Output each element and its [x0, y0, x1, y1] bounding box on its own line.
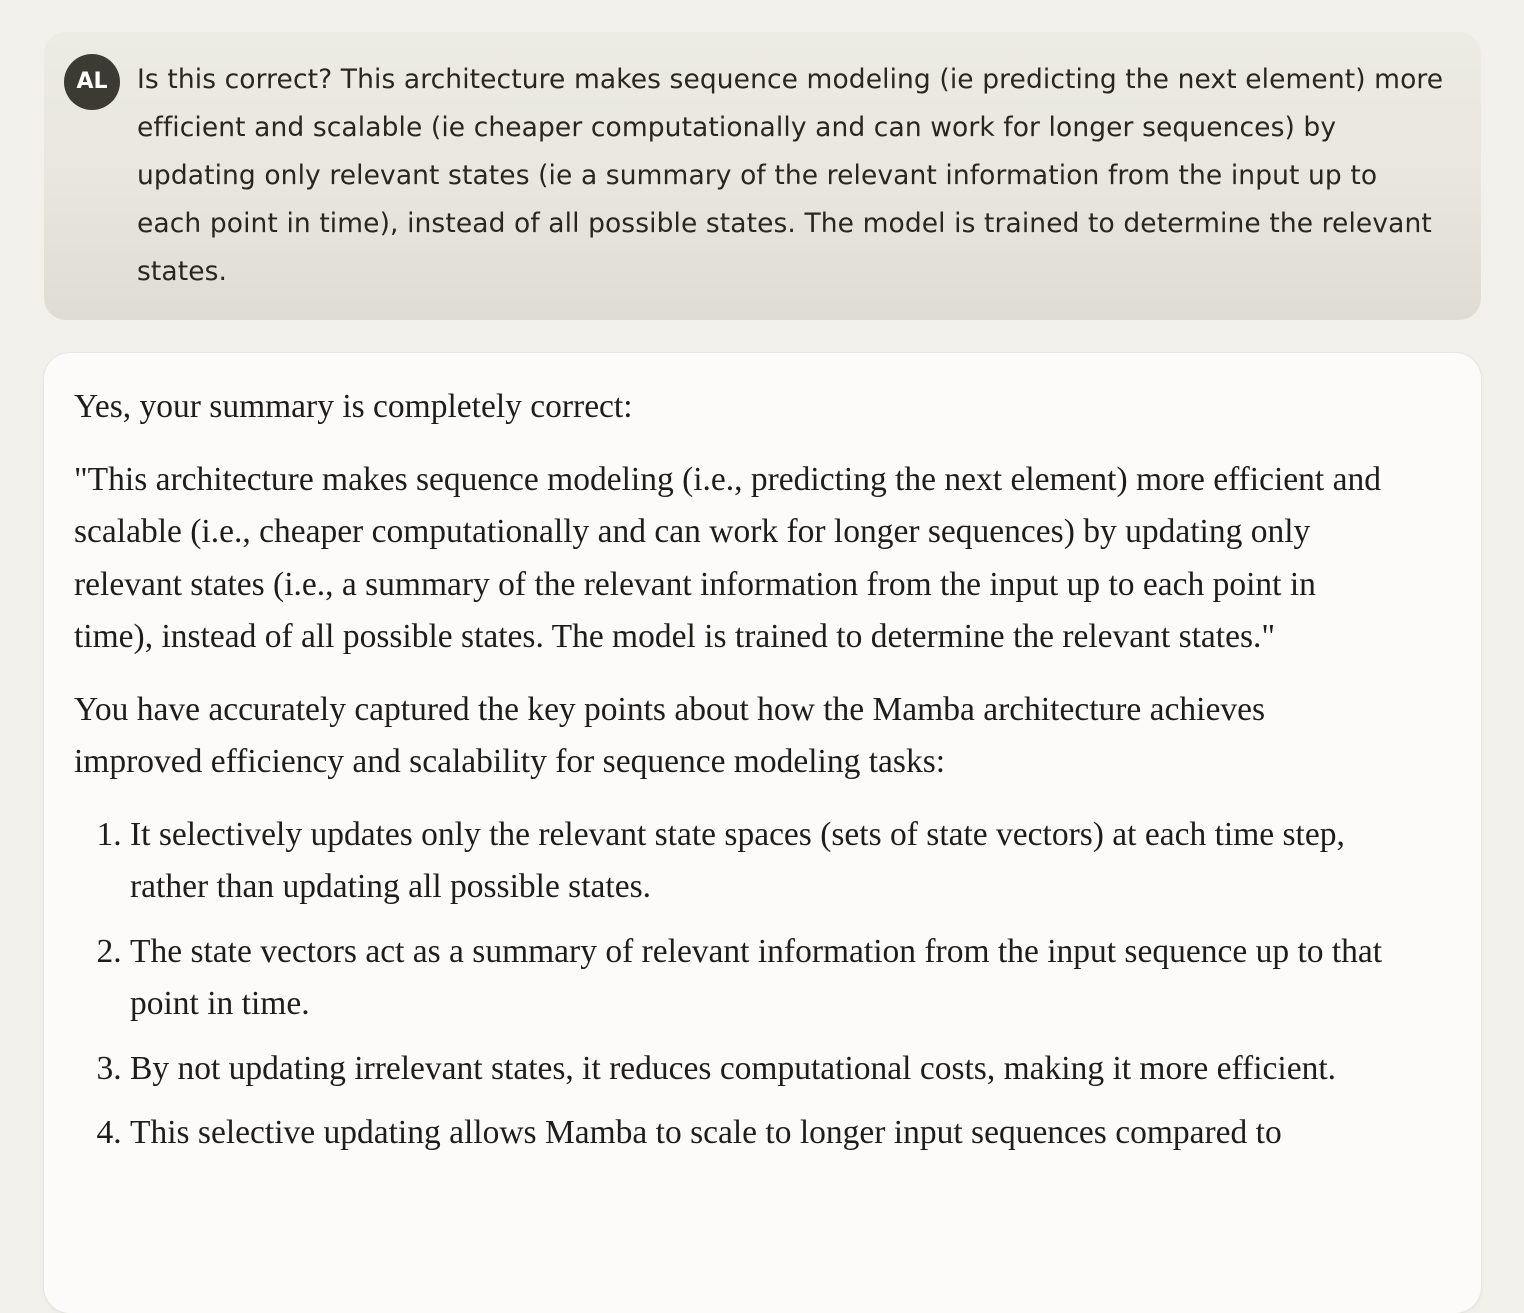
assistant-summary: You have accurately captured the key points about how the Mamba architecture achieves improved efficiency and scalability for sequence modeling tasks:	[74, 690, 1265, 780]
list-item: 1. It selectively updates only the relevant state spaces (sets of state vectors) at each time step, rather than updating all possible states.	[130, 809, 1384, 914]
assistant-points-list	[74, 809, 1384, 1160]
list-item: 3. By not updating irrelevant states, it reduces computational costs, making it more efficient.	[130, 1043, 1384, 1096]
user-avatar[interactable]: AL	[64, 54, 120, 110]
list-item: 4. This selective updating allows Mamba to scale to longer input sequences compared to	[130, 1107, 1384, 1160]
user-message-bubble	[44, 32, 1481, 320]
user-message-text: Is this correct? This architecture makes sequence modeling (ie predicting the next element) more efficient and scalable (ie cheaper computationally and can work for longer sequences) by updating only relevant states (ie a summary of the relevant information from the input up to each point in time), instead of all possible states. The model is trained to determine the relevant states.	[137, 64, 1444, 287]
assistant-intro: Yes, your summary is completely correct:	[74, 388, 633, 425]
assistant-message-bubble	[44, 353, 1481, 1313]
assistant-message-body	[74, 381, 1384, 1172]
assistant-quote: "This architecture makes sequence modeling (i.e., predicting the next element) more efficient and scalable (i.e., cheaper computationally and can work for longer sequences) by updating only relevant states (i.e., a summary of the relevant information from the input up to each point in time), instead of all possible states. The model is trained to determine the relevant states."	[74, 460, 1381, 655]
list-item: 2. The state vectors act as a summary of relevant information from the input sequence up to that point in time.	[130, 926, 1384, 1031]
